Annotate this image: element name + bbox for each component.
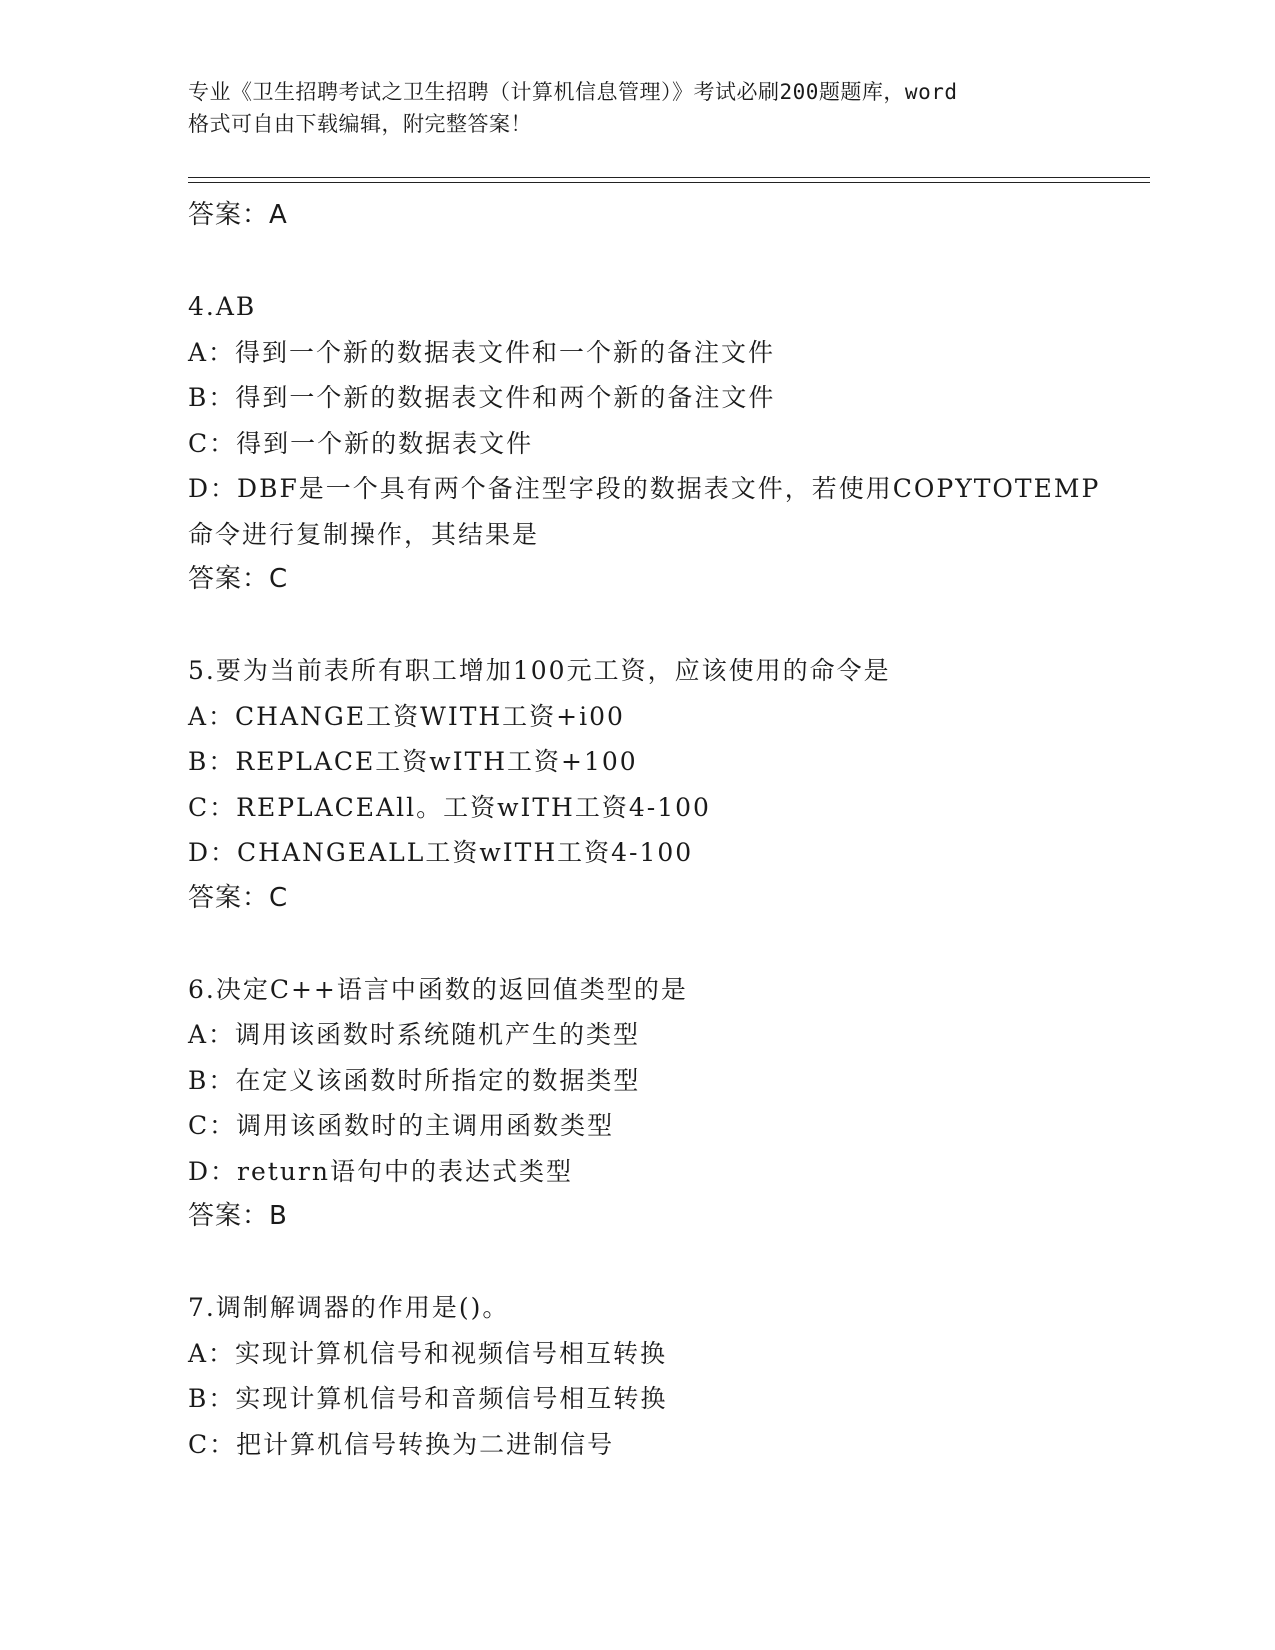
- option-a: A：CHANGE工资WITH工资+i00: [188, 701, 625, 731]
- spacer: [188, 1240, 1128, 1286]
- question-text: 5.要为当前表所有职工增加100元工资，应该使用的命令是: [188, 656, 891, 685]
- option-c: C：得到一个新的数据表文件: [188, 428, 534, 458]
- question-text: 4.AB: [188, 292, 257, 321]
- option-a: A：实现计算机信号和视频信号相互转换: [188, 1338, 668, 1368]
- answer-line: 答案：B: [188, 1201, 288, 1231]
- answer-line: 答案：C: [188, 564, 289, 594]
- question-block: [188, 1285, 1128, 1467]
- option-d: D：CHANGEALL工资wITH工资4-100: [188, 838, 694, 867]
- option-a: A：得到一个新的数据表文件和一个新的备注文件: [188, 337, 776, 367]
- header-divider-bottom: [188, 182, 1150, 183]
- option-b: B：REPLACE工资wITH工资+100: [188, 747, 638, 776]
- question-block: [188, 648, 1128, 921]
- question-block: [188, 967, 1128, 1240]
- spacer: [188, 603, 1128, 649]
- header-title-line-2: 格式可自由下载编辑，附完整答案！: [188, 112, 532, 136]
- question-block: [188, 284, 1128, 603]
- question-text: 6.决定C++语言中函数的返回值类型的是: [188, 974, 688, 1004]
- option-d-continuation: 命令进行复制操作，其结果是: [188, 519, 540, 549]
- document-header: [188, 76, 1088, 140]
- option-b: B：实现计算机信号和音频信号相互转换: [188, 1384, 668, 1413]
- header-divider-top: [188, 177, 1150, 178]
- option-c: C：REPLACEAll。工资wITH工资4-100: [188, 792, 711, 822]
- answer-line: 答案：C: [188, 882, 289, 913]
- question-list: [188, 193, 1128, 1467]
- option-b: B：在定义该函数时所指定的数据类型: [188, 1065, 641, 1095]
- answer-line: 答案：A: [188, 200, 288, 230]
- option-d: D：return语句中的表达式类型: [188, 1156, 573, 1186]
- option-d: D：DBF是一个具有两个备注型字段的数据表文件，若使用COPYTOTEMP: [188, 474, 1101, 503]
- question-text: 7.调制解调器的作用是()。: [188, 1293, 510, 1322]
- option-a: A：调用该函数时系统随机产生的类型: [188, 1020, 641, 1049]
- option-c: C：调用该函数时的主调用函数类型: [188, 1111, 615, 1140]
- spacer: [188, 239, 1128, 285]
- spacer: [188, 921, 1128, 967]
- option-b: B：得到一个新的数据表文件和两个新的备注文件: [188, 383, 776, 412]
- option-c: C：把计算机信号转换为二进制信号: [188, 1429, 615, 1459]
- header-title-line-1: 专业《卫生招聘考试之卫生招聘（计算机信息管理）》考试必刷200题题库，word: [188, 80, 958, 104]
